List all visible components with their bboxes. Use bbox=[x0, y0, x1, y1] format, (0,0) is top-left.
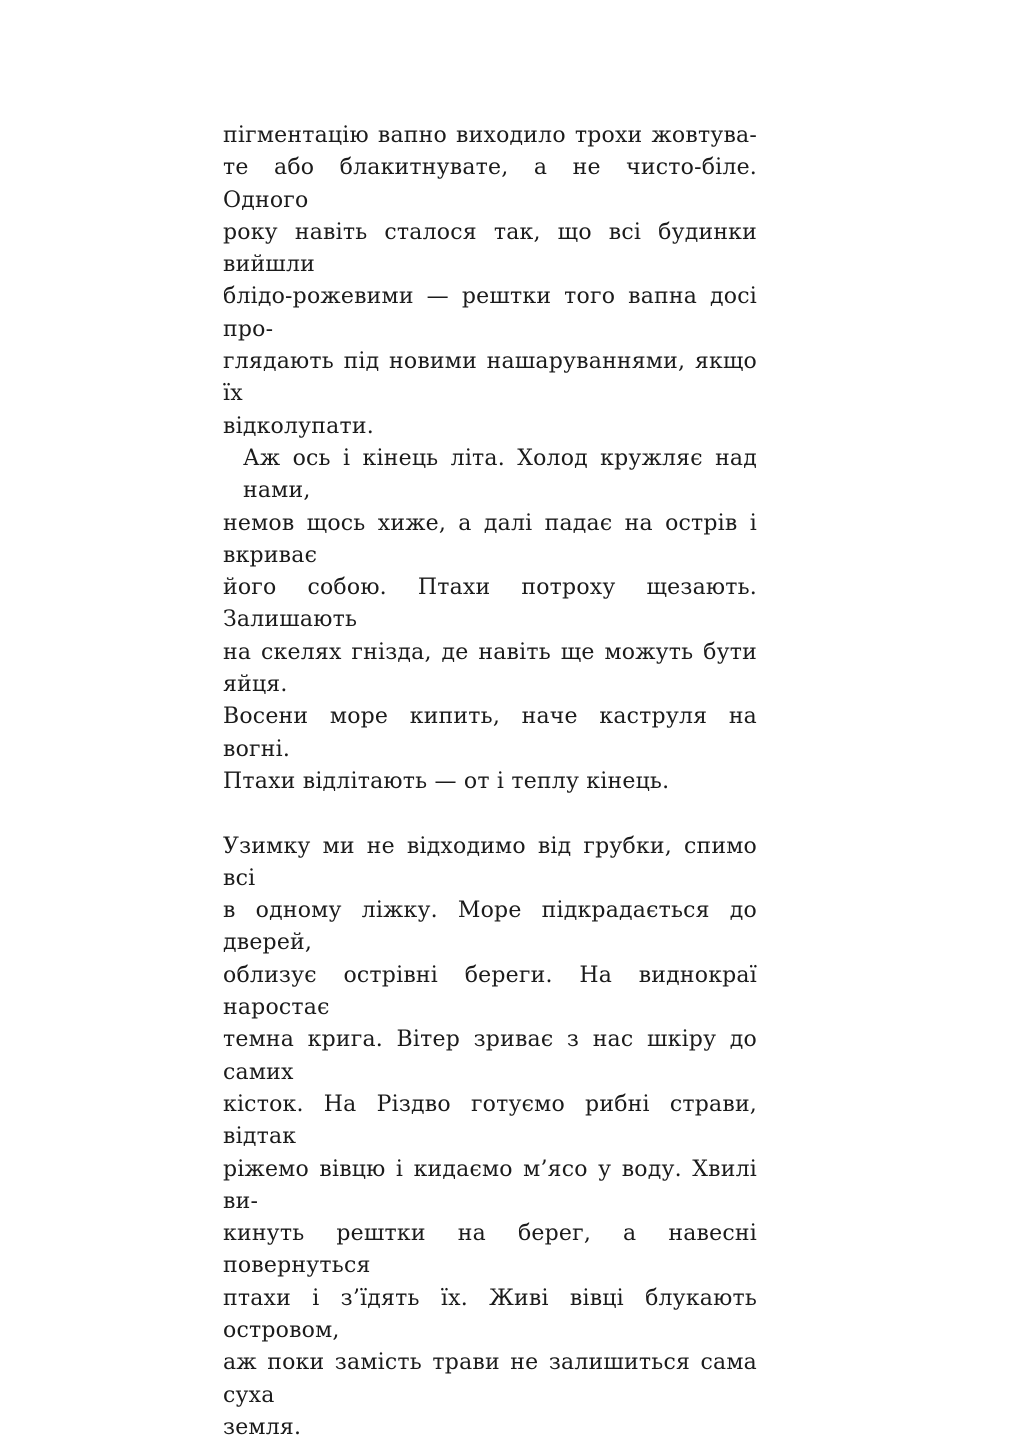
text-line: на скелях гнізда, де навіть ще можуть бути яйця. bbox=[223, 639, 757, 698]
text-line: облизує острівні береги. На виднокраї наростає bbox=[223, 962, 757, 1021]
text-line: блідо-рожевими — рештки того вапна досі про- bbox=[223, 284, 757, 342]
text-line: пігментацію вапно виходило трохи жовтува- bbox=[223, 123, 757, 148]
text-line: птахи і з’їдять їх. Живі вівці блукають островом, bbox=[223, 1285, 757, 1343]
text-line: ріжемо вівцю і кидаємо м’ясо у воду. Хвилі ви- bbox=[223, 1156, 757, 1214]
paragraph-2 bbox=[223, 443, 757, 798]
text-line: Птахи відлітають — от і теплу кінець. bbox=[223, 768, 670, 794]
text-line: Узимку ми не відходимо від грубки, спимо всі bbox=[223, 833, 757, 891]
text-line: земля. bbox=[223, 1414, 302, 1440]
text-line: кісток. На Різдво готуємо рибні страви, відтак bbox=[223, 1091, 757, 1150]
text-line: немов щось хиже, а далі падає на острів і вкриває bbox=[223, 510, 757, 568]
text-line: в одному ліжку. Море підкрадається до дверей, bbox=[223, 898, 757, 956]
text-line: року навіть сталося так, що всі будинки вийшли bbox=[223, 219, 757, 278]
text-line: Восени море кипить, наче каструля на вогні. bbox=[223, 704, 757, 762]
text-line: кинуть рештки на берег, а навесні повернуться bbox=[223, 1221, 757, 1279]
paragraph-1 bbox=[223, 120, 757, 443]
text-line: глядають під новими нашаруваннями, якщо їх bbox=[223, 349, 757, 407]
text-line: Аж ось і кінець літа. Холод кружляє над нами, bbox=[243, 445, 757, 504]
paragraph-3 bbox=[223, 831, 757, 1444]
text-line: те або блакитнувате, а не чисто-біле. Одного bbox=[223, 155, 757, 213]
text-line: темна крига. Вітер зриває з нас шкіру до самих bbox=[223, 1027, 757, 1085]
text-line: аж поки замість трави не залишиться сама суха bbox=[223, 1350, 757, 1408]
text-line: відколупати. bbox=[223, 413, 374, 439]
paragraph-break bbox=[223, 798, 757, 830]
text-column bbox=[223, 120, 757, 1444]
text-line: його собою. Птахи потроху щезають. Залишають bbox=[223, 575, 757, 633]
